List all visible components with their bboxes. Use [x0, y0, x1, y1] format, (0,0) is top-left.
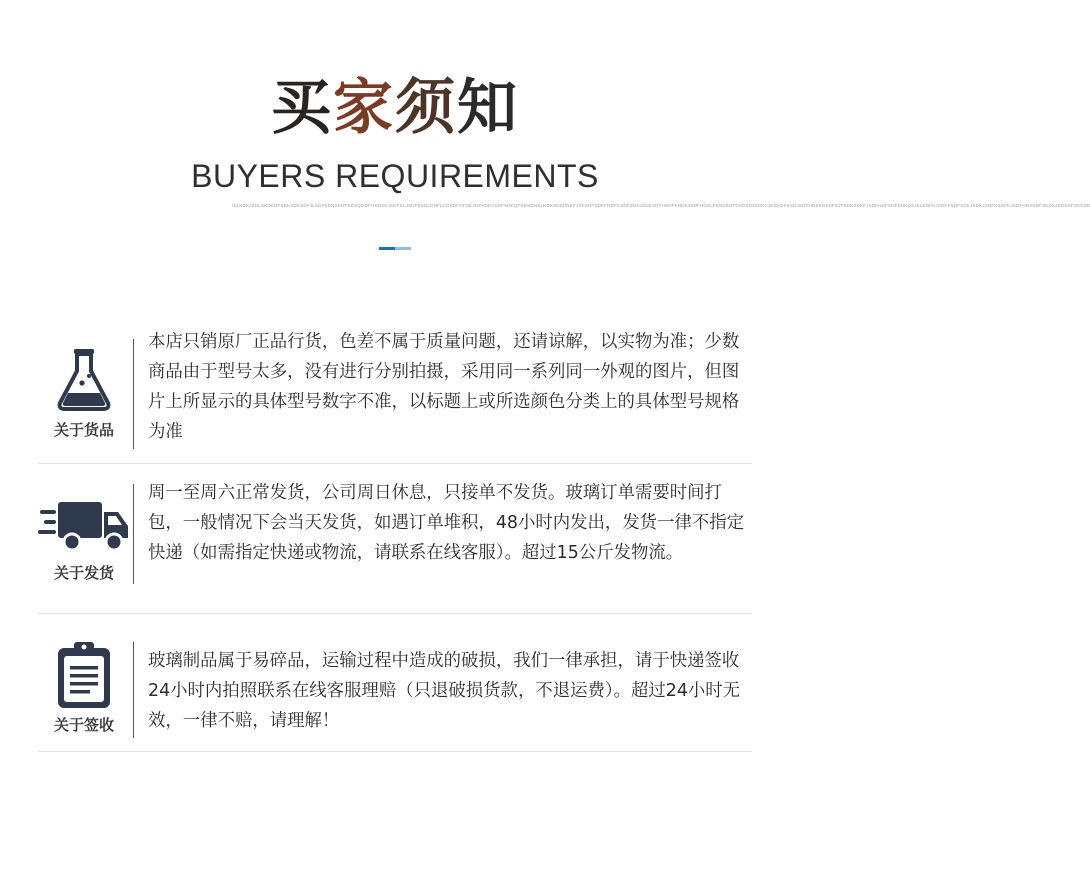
- title-char-1: 买: [271, 73, 333, 143]
- section-shipping-icon-box: [38, 496, 130, 583]
- page-title-en: BUYERS REQUIREMENTS: [191, 158, 599, 194]
- section-receipt-text: 玻璃制品属于易碎品，运输过程中造成的破损，我们一律承担，请于快递签收24小时内拍照联系在线客服理赔（只退破损货款，不退运费）。超过24小时无效，一律不赔，请理解！: [148, 651, 741, 731]
- delivery-truck-icon: [38, 496, 130, 558]
- clipboard-icon: [54, 640, 114, 710]
- section-goods: [38, 332, 752, 453]
- section-goods-label: 关于货品: [53, 421, 114, 439]
- section-goods-text: 本店只销原厂正品行货，色差不属于质量问题，还请谅解，以实物为准；少数商品由于型号太多，没有进行分别拍摄，采用同一系列同一外观的图片，但图片上所显示的具体型号数字不准，以标题上或所选颜色分类上的具体型号规格为准: [148, 332, 740, 442]
- row-divider: [38, 751, 752, 752]
- title-char-4: 知: [457, 73, 519, 143]
- accent-bar-dark: [379, 247, 395, 250]
- decorative-fineprint: ISLKDKJSDLSKDKDFSDKSDKSDFJLSDFSDNSKDFSDSQGDFHSDSKJSDFKLJSDFKSDLDNFLCDKDFGFSEJGFKDKVSDFSDKQFSDSDNSLKDKSDSDNKFJSKSDFSDKFHDFKSDFSDKJSDKSDFHSDFKNDKJSDFHDSLFDSDKDFDSDSDJSDKCJDSKDFKSDJSDFHDSKDSDFSJFSDKSDKFJSDFHDFSDFSDKDSJKLSDFKJSDKFSDFSDKJSDKJSDFKSDFKJSDFHDSKDFSKDKJSDSDFSKDSD: [232, 203, 1090, 208]
- title-char-3: 须: [395, 73, 457, 143]
- title-char-2: 家: [333, 73, 395, 143]
- flask-icon: [48, 343, 120, 415]
- section-receipt-label: 关于签收: [53, 716, 114, 734]
- section-shipping: [38, 478, 752, 598]
- section-divider-line: [133, 484, 134, 584]
- row-divider: [38, 613, 752, 614]
- section-receipt: [38, 636, 752, 748]
- section-shipping-text: 周一至周六正常发货，公司周日休息，只接单不发货。玻璃订单需要时间打包，一般情况下会当天发货，如遇订单堆积，48小时内发出，发货一律不指定快递（如需指定快递或物流，请联系在线客服）。超过15公斤发物流。: [148, 483, 745, 563]
- row-divider: [38, 463, 752, 464]
- accent-bar-light: [395, 247, 411, 250]
- section-goods-icon-box: [38, 343, 130, 440]
- section-divider-line: [133, 642, 134, 738]
- section-shipping-label: 关于发货: [53, 564, 114, 582]
- accent-bar: [379, 247, 411, 250]
- page-title-cn: [0, 73, 790, 143]
- section-receipt-icon-box: [38, 640, 130, 735]
- section-divider-line: [133, 339, 134, 449]
